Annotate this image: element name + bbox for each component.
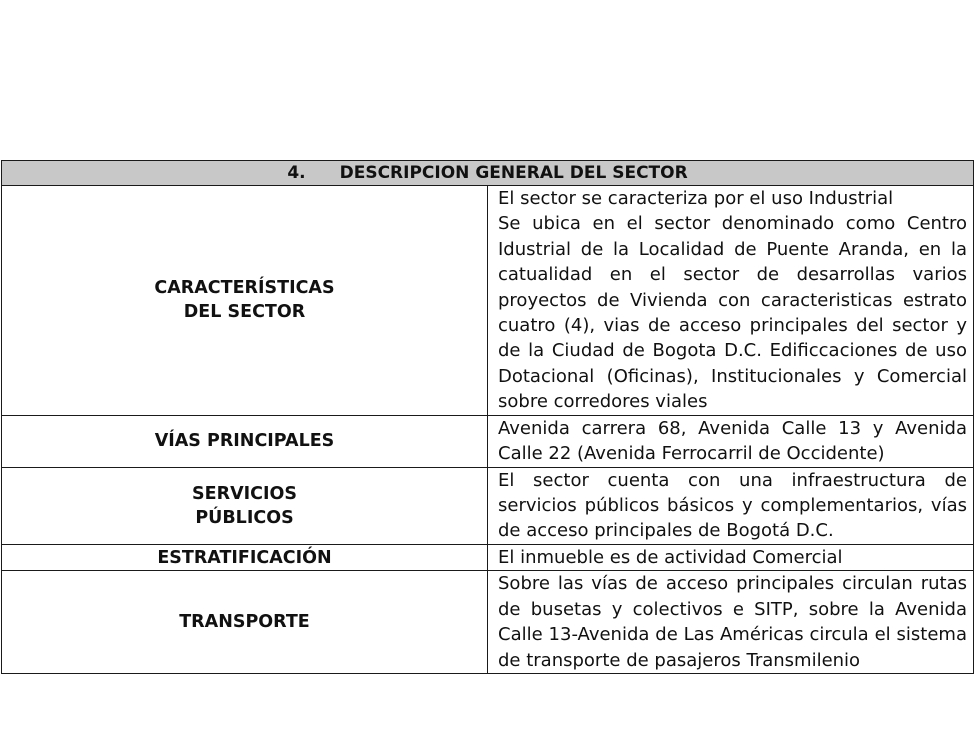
row-content <box>488 467 974 544</box>
section-title: DESCRIPCION GENERAL DEL SECTOR <box>339 163 688 183</box>
row-transporte <box>2 571 974 674</box>
row-caracteristicas <box>2 186 974 416</box>
row-paragraph: Avenida carrera 68, Avenida Calle 13 y Avenida Calle 22 (Avenida Ferrocarril de Occidente) <box>498 417 967 465</box>
row-content <box>488 571 974 674</box>
section-header-row <box>2 161 974 186</box>
row-paragraph: El sector se caracteriza por el uso Industrial <box>498 188 894 209</box>
row-label-line: PÚBLICOS <box>195 507 294 528</box>
row-label-line: ESTRATIFICACIÓN <box>157 547 332 568</box>
sector-description-table <box>1 160 974 674</box>
row-paragraph: Sobre las vías de acceso principales circulan rutas de busetas y colectivos e SITP, sobre la Avenida Calle 13-Avenida de Las Américas circula el sistema de transporte de pasajeros Transmilenio <box>498 573 967 671</box>
row-content <box>488 186 974 416</box>
row-label <box>2 544 488 570</box>
row-label-line: DEL SECTOR <box>183 302 306 323</box>
row-label <box>2 186 488 416</box>
row-label-line: TRANSPORTE <box>179 612 310 633</box>
row-label-line: SERVICIOS <box>192 483 297 504</box>
row-label-line: CARACTERÍSTICAS <box>154 278 335 299</box>
row-label-line: VÍAS PRINCIPALES <box>154 431 335 452</box>
row-label <box>2 415 488 467</box>
row-paragraph: El inmueble es de actividad Comercial <box>498 546 843 568</box>
row-paragraph: El sector cuenta con una infraestructura de servicios públicos básicos y complementarios, vías de acceso principales de Bogotá D.C. <box>498 469 967 542</box>
row-label <box>2 467 488 544</box>
row-content <box>488 415 974 467</box>
section-number: 4. <box>287 163 306 183</box>
section-header <box>2 161 974 186</box>
row-estratificacion <box>2 544 974 570</box>
row-vias-principales <box>2 415 974 467</box>
row-label <box>2 571 488 674</box>
row-content <box>488 544 974 570</box>
row-paragraph: Se ubica en el sector denominado como Centro Idustrial de la Localidad de Puente Aranda, en la catualidad en el sector de desarrollas varios proyectos de Vivienda con caracteristicas estrato cuatro (4), vias de acceso principales del sector y de la Ciudad de Bogota D.C. Edificcaciones de uso Dotacional (Oficinas), Institucionales y Comercial sobre corredores viales <box>498 213 967 413</box>
row-servicios-publicos <box>2 467 974 544</box>
